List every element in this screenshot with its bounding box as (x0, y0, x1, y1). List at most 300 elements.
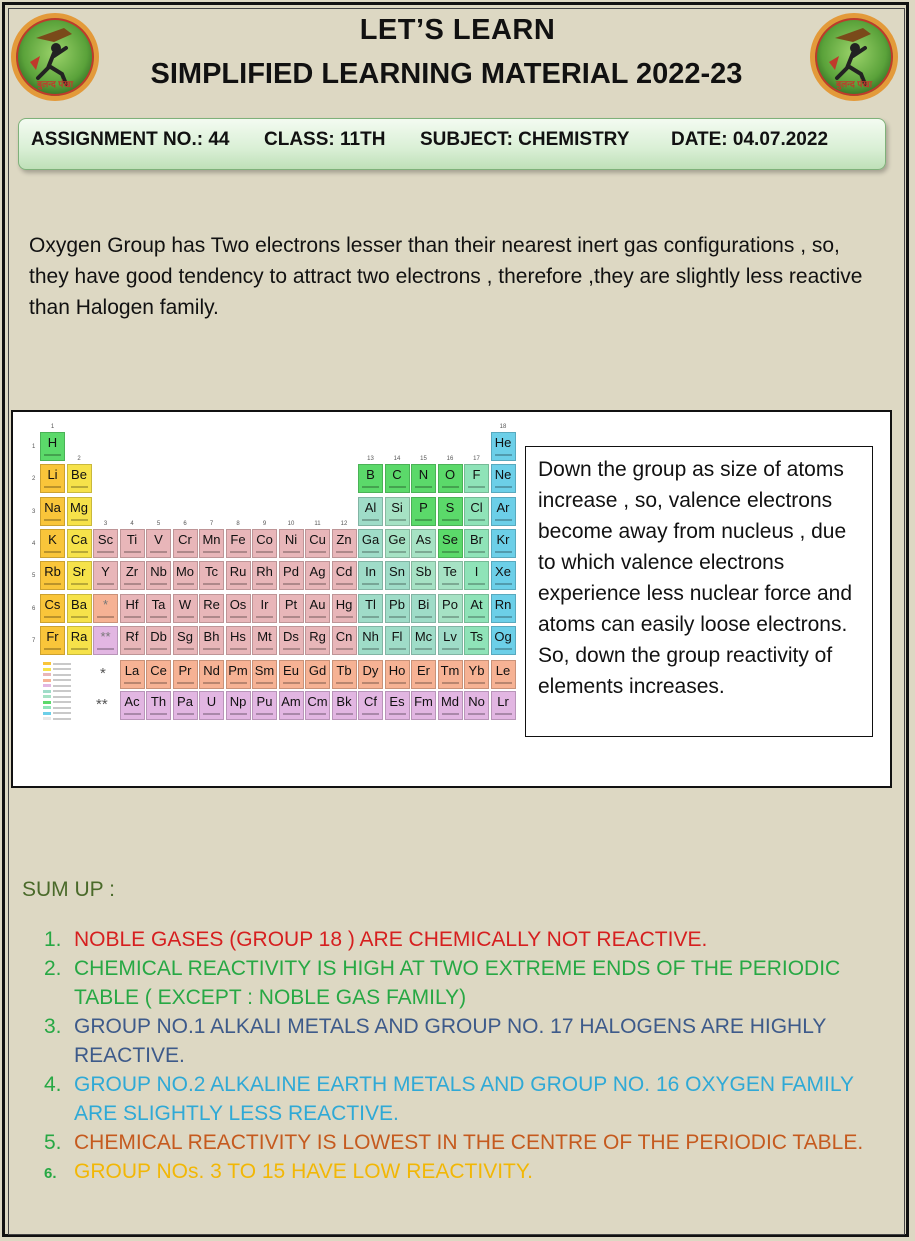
element-detail-line (283, 713, 300, 715)
element-symbol: Mo (175, 564, 195, 580)
element-detail-line (44, 486, 61, 488)
element-detail-line (230, 648, 247, 650)
element-symbol: Ti (126, 531, 138, 547)
element-cell (332, 561, 357, 590)
element-cell (305, 561, 330, 590)
sum-up-item-text: CHEMICAL REACTIVITY IS LOWEST IN THE CENTRE OF THE PERIODIC TABLE. (74, 1131, 864, 1154)
element-symbol: Tb (336, 663, 352, 678)
element-symbol: Cm (307, 694, 328, 709)
sum-up-item-number: 3. (44, 1015, 62, 1038)
element-symbol: O (444, 467, 456, 483)
element-detail-line (468, 713, 485, 715)
assignment-info-bar (18, 118, 886, 170)
element-cell (146, 561, 171, 590)
element-detail-line (495, 551, 512, 553)
element-symbol: Ca (70, 531, 88, 547)
element-detail-line (124, 713, 141, 715)
element-detail-line (362, 648, 379, 650)
element-symbol: Ir (260, 596, 269, 612)
element-cell (491, 464, 516, 493)
element-cell (93, 626, 118, 655)
element-symbol: Rn (494, 596, 512, 612)
element-cell (491, 626, 516, 655)
element-detail-line (362, 583, 379, 585)
element-detail-line (150, 682, 167, 684)
element-symbol: W (178, 596, 192, 612)
element-cell (438, 561, 463, 590)
element-detail-line (495, 616, 512, 618)
element-symbol: Gd (308, 663, 327, 678)
element-cell (120, 691, 145, 720)
element-symbol: Pb (389, 596, 405, 612)
element-cell (358, 626, 383, 655)
element-symbol: Bi (417, 596, 430, 612)
legend-label-line (53, 701, 71, 703)
group-number-label: 10 (287, 520, 295, 527)
element-symbol: ** (100, 628, 111, 644)
element-cell (146, 691, 171, 720)
periodic-table-panel (11, 410, 892, 788)
element-detail-line (389, 713, 406, 715)
element-symbol: Cu (309, 531, 326, 547)
element-detail-line (389, 648, 406, 650)
element-detail-line (124, 551, 141, 553)
element-symbol: Cf (364, 694, 377, 709)
period-number-label: 4 (32, 540, 36, 547)
element-symbol: Er (417, 663, 430, 678)
element-detail-line (495, 648, 512, 650)
element-symbol: In (365, 564, 376, 580)
group-number-label: 11 (314, 520, 321, 527)
sum-up-item-number: 2. (44, 957, 62, 980)
element-cell (279, 594, 304, 623)
element-symbol: P (419, 499, 428, 515)
element-cell (385, 691, 410, 720)
element-symbol: Ho (388, 663, 406, 678)
element-detail-line (97, 551, 114, 553)
element-detail-line (150, 616, 167, 618)
group-number-label: 4 (130, 520, 134, 527)
periodic-table (13, 412, 528, 742)
element-cell (411, 497, 436, 526)
element-cell (385, 529, 410, 558)
element-cell (252, 561, 277, 590)
element-cell (332, 691, 357, 720)
element-cell (464, 561, 489, 590)
element-cell (199, 691, 224, 720)
element-detail-line (177, 583, 194, 585)
element-cell (120, 594, 145, 623)
element-symbol: Xe (495, 564, 511, 580)
group-number-label: 1 (50, 424, 55, 430)
element-cell (173, 529, 198, 558)
element-symbol: Og (494, 628, 512, 644)
element-detail-line (495, 454, 512, 456)
element-cell (226, 660, 251, 689)
element-cell (199, 529, 224, 558)
element-symbol: B (366, 467, 375, 483)
element-symbol: Sb (415, 564, 432, 580)
element-detail-line (203, 616, 220, 618)
element-cell (305, 594, 330, 623)
element-detail-line (124, 648, 141, 650)
element-detail-line (203, 551, 220, 553)
element-symbol: Cn (335, 628, 353, 644)
element-detail-line (44, 519, 61, 521)
element-symbol: Pr (178, 663, 192, 678)
element-cell (40, 432, 65, 461)
element-detail-line (150, 583, 167, 585)
element-detail-line (336, 551, 353, 553)
assignment-number: ASSIGNMENT NO.: 44 (31, 129, 230, 150)
element-cell (385, 464, 410, 493)
element-cell (93, 561, 118, 590)
element-detail-line (442, 616, 459, 618)
period-number-label: 3 (32, 508, 36, 515)
element-symbol: Db (150, 628, 167, 644)
group-number-label: 8 (236, 520, 240, 527)
element-symbol: * (102, 596, 109, 612)
element-symbol: Cr (178, 531, 192, 547)
element-detail-line (362, 616, 379, 618)
element-detail-line (415, 519, 432, 521)
element-detail-line (309, 682, 326, 684)
element-symbol: V (154, 531, 163, 547)
element-detail-line (362, 713, 379, 715)
element-symbol: Hf (125, 596, 139, 612)
group-number-label: 3 (103, 520, 108, 527)
element-cell (252, 626, 277, 655)
element-symbol: Mg (69, 499, 89, 515)
element-detail-line (230, 551, 247, 553)
element-symbol: Se (442, 531, 458, 547)
group-number-label: 2 (77, 456, 81, 463)
element-cell (438, 660, 463, 689)
element-cell (491, 497, 516, 526)
element-detail-line (442, 713, 459, 715)
element-symbol: Zr (125, 564, 139, 580)
element-detail-line (468, 583, 485, 585)
element-symbol: Sn (389, 564, 405, 580)
legend-label-line (53, 663, 71, 665)
element-cell (305, 660, 330, 689)
element-symbol: Li (47, 467, 58, 483)
element-cell (411, 464, 436, 493)
element-detail-line (442, 648, 459, 650)
element-cell (411, 561, 436, 590)
element-symbol: Es (389, 694, 405, 709)
sum-up-item (44, 1070, 894, 1128)
element-symbol: Ts (470, 628, 483, 644)
legend-swatch (43, 706, 51, 709)
element-cell (40, 594, 65, 623)
element-detail-line (71, 551, 88, 553)
element-cell (67, 497, 92, 526)
element-cell (464, 497, 489, 526)
element-detail-line (230, 583, 247, 585)
element-detail-line (256, 616, 273, 618)
element-cell (252, 594, 277, 623)
element-cell (120, 626, 145, 655)
element-cell (252, 691, 277, 720)
element-symbol: Ru (229, 564, 247, 580)
element-cell (252, 660, 277, 689)
element-symbol: Pu (256, 694, 273, 709)
element-detail-line (389, 486, 406, 488)
element-symbol: Bh (203, 628, 220, 644)
element-symbol: Pa (177, 694, 193, 709)
element-symbol: Ar (496, 499, 510, 515)
element-cell (199, 561, 224, 590)
element-symbol: Re (203, 596, 220, 612)
element-detail-line (442, 486, 459, 488)
element-detail-line (283, 583, 300, 585)
element-cell (491, 529, 516, 558)
sum-up-title: SUM UP : (22, 878, 115, 901)
element-symbol: Fl (391, 628, 403, 644)
element-symbol: Ag (309, 564, 326, 580)
element-symbol: Np (229, 694, 247, 709)
element-symbol: Nd (203, 663, 220, 678)
legend-label-line (53, 712, 71, 714)
element-symbol: Cd (335, 564, 353, 580)
element-detail-line (203, 583, 220, 585)
element-detail-line (389, 616, 406, 618)
sum-up-list (44, 925, 894, 1186)
element-symbol: Pm (228, 663, 248, 678)
group-number-label: 9 (262, 520, 267, 527)
legend-swatch (43, 684, 51, 687)
element-cell (199, 660, 224, 689)
element-symbol: Rg (309, 628, 326, 644)
element-cell (279, 691, 304, 720)
element-detail-line (283, 616, 300, 618)
element-symbol: Lv (443, 628, 457, 644)
element-detail-line (468, 648, 485, 650)
element-cell (411, 660, 436, 689)
element-symbol: I (474, 564, 479, 580)
sum-up-item-text: CHEMICAL REACTIVITY IS HIGH AT TWO EXTREME ENDS OF THE PERIODIC TABLE ( EXCEPT : NOBLE GAS FAMILY) (74, 957, 841, 1009)
element-cell (40, 497, 65, 526)
element-cell (358, 529, 383, 558)
element-cell (67, 529, 92, 558)
element-symbol: Rb (44, 564, 61, 580)
lanthanide-marker: * (100, 665, 106, 682)
element-cell (491, 691, 516, 720)
element-detail-line (203, 648, 220, 650)
legend-label-line (53, 674, 71, 676)
date-label: DATE: 04.07.2022 (671, 129, 829, 150)
element-symbol: No (468, 694, 485, 709)
element-cell (252, 529, 277, 558)
element-symbol: Fe (230, 531, 246, 547)
period-number-label: 7 (32, 637, 36, 644)
element-cell (411, 691, 436, 720)
element-detail-line (203, 682, 220, 684)
element-cell (173, 561, 198, 590)
element-detail-line (150, 551, 167, 553)
element-cell (93, 529, 118, 558)
sum-up-item-number: 5. (44, 1131, 62, 1154)
element-detail-line (495, 486, 512, 488)
element-cell (279, 529, 304, 558)
element-cell (385, 626, 410, 655)
element-detail-line (283, 682, 300, 684)
element-cell (120, 529, 145, 558)
element-detail-line (442, 682, 459, 684)
element-symbol: Os (229, 596, 247, 612)
element-symbol: Rh (256, 564, 273, 580)
element-symbol: Tl (365, 596, 376, 612)
element-symbol: Co (256, 531, 273, 547)
element-detail-line (177, 551, 194, 553)
element-detail-line (309, 551, 326, 553)
legend-label-line (53, 696, 71, 698)
element-detail-line (256, 551, 273, 553)
element-detail-line (336, 682, 353, 684)
element-detail-line (256, 713, 273, 715)
element-cell (226, 626, 251, 655)
element-detail-line (389, 551, 406, 553)
element-detail-line (415, 486, 432, 488)
element-detail-line (256, 583, 273, 585)
element-symbol: Ne (494, 467, 512, 483)
element-cell (438, 691, 463, 720)
legend-label-line (53, 668, 71, 670)
actinide-marker: ** (96, 696, 108, 713)
sum-up-item (44, 1128, 894, 1157)
element-cell (438, 497, 463, 526)
element-symbol: Sm (254, 663, 275, 678)
element-detail-line (362, 486, 379, 488)
element-cell (146, 626, 171, 655)
element-cell (385, 561, 410, 590)
element-symbol: Ni (284, 531, 298, 547)
element-cell (385, 660, 410, 689)
element-cell (491, 432, 516, 461)
element-detail-line (362, 682, 379, 684)
element-symbol: As (415, 531, 432, 547)
element-symbol: Ge (388, 531, 406, 547)
element-cell (358, 497, 383, 526)
logo-caption: बुलन्द पंखा (835, 79, 873, 89)
element-symbol: Si (391, 499, 403, 515)
group-trend-note: Down the group as size of atoms increase , so, valence electrons become away from nucleus , due to which valence electrons experience less nuclear force and atoms can easily loose electrons. So, down the group reactivity of elements increases. (525, 446, 873, 737)
sum-up-item-text: GROUP NO.1 ALKALI METALS AND GROUP NO. 17 HALOGENS ARE HIGHLY REACTIVE. (74, 1015, 826, 1067)
element-detail-line (44, 616, 61, 618)
element-symbol: Sg (177, 628, 193, 644)
element-cell (464, 464, 489, 493)
element-cell (385, 594, 410, 623)
element-cell (93, 594, 118, 623)
legend-swatch (43, 679, 51, 682)
element-cell (305, 626, 330, 655)
legend-label-line (53, 679, 71, 681)
legend-swatch (43, 668, 51, 671)
element-symbol: Cl (470, 499, 483, 515)
legend-label-line (53, 685, 71, 687)
element-cell (226, 561, 251, 590)
legend-label-line (53, 707, 71, 709)
element-symbol: Mn (202, 531, 221, 547)
element-detail-line (230, 713, 247, 715)
element-symbol: Hs (230, 628, 246, 644)
sum-up-item (44, 1157, 894, 1186)
element-detail-line (415, 682, 432, 684)
element-detail-line (309, 713, 326, 715)
element-symbol: Te (443, 564, 457, 580)
element-detail-line (362, 519, 379, 521)
element-symbol: Al (364, 499, 377, 515)
element-detail-line (389, 682, 406, 684)
sum-up-item-number: 6. (44, 1165, 57, 1182)
element-detail-line (309, 616, 326, 618)
legend-label-line (53, 718, 71, 720)
element-symbol: Yb (468, 663, 485, 678)
period-number-label: 2 (32, 476, 36, 483)
element-cell (120, 561, 145, 590)
element-detail-line (97, 583, 114, 585)
sum-up-item-number: 4. (44, 1073, 62, 1096)
element-cell (332, 626, 357, 655)
element-symbol: Ra (70, 628, 88, 644)
sum-up-item (44, 1012, 894, 1070)
element-detail-line (415, 583, 432, 585)
element-cell (332, 529, 357, 558)
legend-swatch (43, 695, 51, 698)
element-detail-line (124, 583, 141, 585)
class-label: CLASS: 11TH (264, 129, 386, 150)
legend-swatch (43, 662, 51, 665)
element-cell (173, 691, 198, 720)
element-cell (173, 594, 198, 623)
element-symbol: Be (71, 467, 87, 483)
element-cell (40, 464, 65, 493)
element-cell (226, 594, 251, 623)
element-cell (491, 561, 516, 590)
element-symbol: Pd (283, 564, 299, 580)
element-symbol: Bk (336, 694, 352, 709)
element-cell (146, 594, 171, 623)
element-detail-line (468, 551, 485, 553)
element-cell (40, 529, 65, 558)
element-symbol: Nb (150, 564, 167, 580)
element-symbol: At (470, 596, 483, 612)
element-symbol: Ds (283, 628, 299, 644)
element-cell (438, 626, 463, 655)
element-detail-line (97, 616, 114, 618)
sum-up-item (44, 954, 894, 1012)
element-cell (358, 660, 383, 689)
element-detail-line (256, 682, 273, 684)
element-cell (226, 691, 251, 720)
element-cell (279, 561, 304, 590)
element-symbol: Nh (362, 628, 379, 644)
element-detail-line (415, 648, 432, 650)
element-cell (146, 660, 171, 689)
element-detail-line (389, 519, 406, 521)
element-symbol: Lr (497, 694, 509, 709)
element-symbol: Kr (496, 531, 510, 547)
group-number-label: 12 (340, 520, 348, 527)
element-symbol: Eu (283, 663, 299, 678)
element-cell (67, 594, 92, 623)
legend-swatch (43, 712, 51, 715)
page-title: LET’S LEARN (359, 14, 556, 46)
legend-swatch (43, 690, 51, 693)
group-number-label: 14 (393, 456, 401, 463)
legend-swatch (43, 673, 51, 676)
